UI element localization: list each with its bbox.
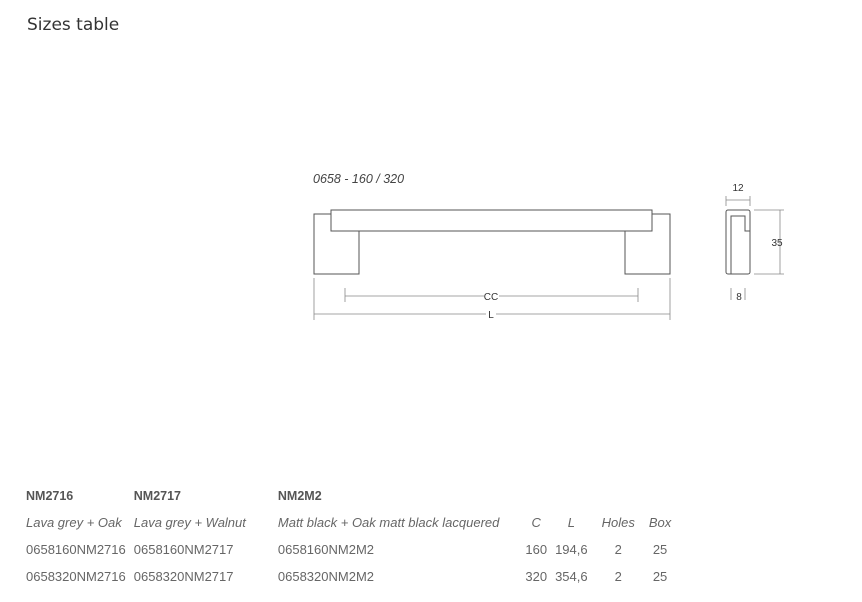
table-row <box>22 563 675 590</box>
cc-label: CC <box>483 292 499 303</box>
table-header-codes <box>22 482 675 509</box>
holes-cell: 2 <box>614 569 622 584</box>
l-cell: 354,6 <box>555 569 588 584</box>
sizes-table <box>22 482 675 590</box>
finish-cell: Lava grey + Walnut <box>133 515 246 530</box>
col-header-c: C <box>531 515 541 530</box>
l-label: L <box>488 310 494 321</box>
l-cell: 194,6 <box>555 542 588 557</box>
col-header-box: Box <box>648 515 672 530</box>
ref-cell: 0658320NM2717 <box>133 569 234 584</box>
left-leg <box>314 214 359 274</box>
handle-front-view <box>314 210 670 274</box>
width-label: 12 <box>732 183 744 194</box>
height-label: 35 <box>771 238 783 249</box>
ref-cell: 0658160NM2M2 <box>277 542 375 557</box>
finish-cell: Lava grey + Oak <box>26 515 122 530</box>
holes-cell: 2 <box>614 542 622 557</box>
code-cell: NM2717 <box>133 488 181 503</box>
ref-cell: 0658320NM2M2 <box>277 569 375 584</box>
code-cell: NM2716 <box>26 488 74 503</box>
right-leg <box>625 214 670 274</box>
code-cell: NM2M2 <box>277 488 322 503</box>
page-title: Sizes table <box>27 15 120 35</box>
finish-cell: Matt black + Oak matt black lacquered <box>277 515 500 530</box>
c-cell: 160 <box>525 542 548 557</box>
base-label: 8 <box>736 292 742 303</box>
table-header-finishes <box>22 509 675 536</box>
ref-cell: 0658160NM2716 <box>26 542 126 557</box>
ref-cell: 0658320NM2716 <box>26 569 126 584</box>
box-cell: 25 <box>652 569 668 584</box>
box-cell: 25 <box>652 542 668 557</box>
col-header-l: L <box>567 515 575 530</box>
handle-bar <box>331 210 652 231</box>
table-row <box>22 536 675 563</box>
model-label: 0658 - 160 / 320 <box>313 172 405 186</box>
c-cell: 320 <box>525 569 548 584</box>
ref-cell: 0658160NM2717 <box>133 542 234 557</box>
col-header-holes: Holes <box>601 515 635 530</box>
handle-side-view <box>726 210 750 274</box>
